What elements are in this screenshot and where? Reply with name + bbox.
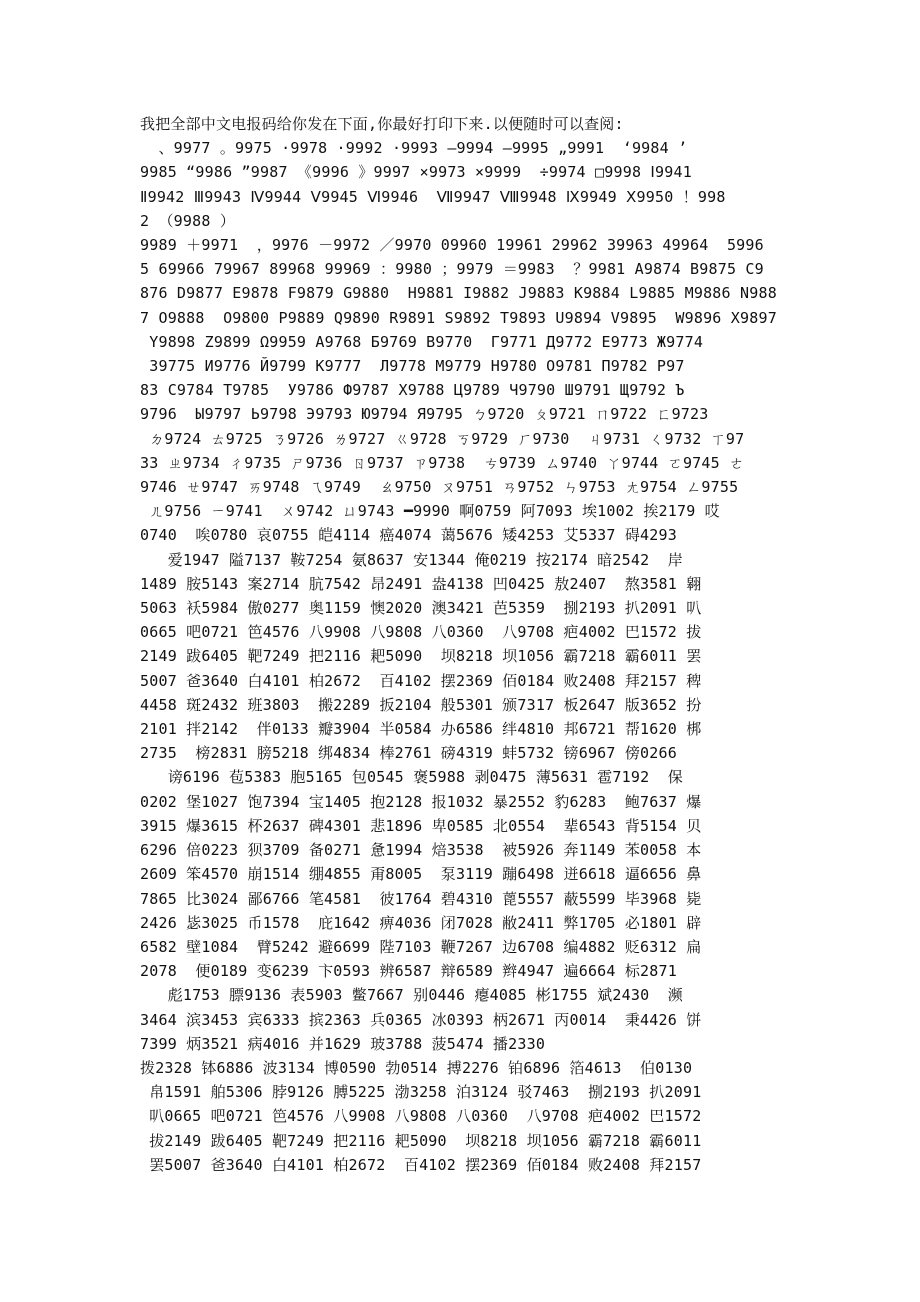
code-line: 2 （9988 ） bbox=[140, 211, 236, 230]
code-line: 876 D9877 E9878 F9879 G9880 H9881 I9882 J9883 K9884 L9885 M9886 N988 bbox=[140, 284, 777, 303]
code-line: Y9898 Z9899 Ω9959 А9768 Б9769 В9770 Г9771 Д9772 Е9773 Ж9774 bbox=[140, 332, 704, 351]
code-line: 6296 倍0223 狈3709 备0271 惫1994 焙3538 被5926 奔1149 苯0058 本 bbox=[140, 841, 702, 860]
code-line: 帛1591 舶5306 脖9126 膊5225 渤3258 泊3124 驳7463 捌2193 扒2091 bbox=[140, 1083, 702, 1102]
code-line: 9989 ＋9971 ，9976 －9972 ／9970 09960 19961 29962 39963 49964 5996 bbox=[140, 236, 764, 255]
code-line: 0202 堡1027 饱7394 宝1405 抱2128 报1032 暴2552 豹6283 鲍7637 爆 bbox=[140, 792, 702, 811]
code-line: 9796 Ы9797 Ь9798 Э9793 Ю9794 Я9795 ㄅ9720 ㄆ9721 ㄇ9722 ㄈ9723 bbox=[140, 405, 709, 424]
code-line: 2101 拌2142 伴0133 瓣3904 半0584 办6586 绊4810 邦6721 帮1620 梆 bbox=[140, 720, 702, 739]
code-line: 2735 榜2831 膀5218 绑4834 棒2761 磅4319 蚌5732 镑6967 傍0266 bbox=[140, 744, 677, 763]
telegraph-code-text bbox=[140, 112, 780, 1177]
code-line: 7399 炳3521 病4016 并1629 玻3788 菠5474 播2330 bbox=[140, 1034, 546, 1053]
code-line: 1489 胺5143 案2714 肮7542 昂2491 盎4138 凹0425 敖2407 熬3581 翱 bbox=[140, 574, 702, 593]
code-line: 7 O9888 O9800 P9889 Q9890 R9891 S9892 T9893 U9894 V9895 W9896 X9897 bbox=[140, 308, 777, 327]
code-line: 、9977 。9975 ·9978 ·9992 ·9993 —9994 —9995 „9991 ‘9984 ’ bbox=[140, 139, 688, 158]
code-line: 9746 ㄝ9747 ㄞ9748 ㄟ9749 ㄠ9750 ㄡ9751 ㄢ9752 ㄣ9753 ㄤ9754 ㄥ9755 bbox=[140, 478, 739, 497]
code-line: 33 ㄓ9734 ㄔ9735 ㄕ9736 ㄖ9737 ㄗ9738 ㄘ9739 ㄙ9740 ㄚ9744 ㄛ9745 ㄜ bbox=[140, 453, 745, 472]
code-line: 4458 斑2432 班3803 搬2289 扳2104 般5301 颁7317 板2647 版3652 扮 bbox=[140, 695, 702, 714]
code-line: 2078 便0189 变6239 卞0593 辨6587 辩6589 辫4947 遍6664 标2871 bbox=[140, 962, 677, 981]
code-line: 谤6196 苞5383 胞5165 包0545 褒5988 剥0475 薄5631 雹7192 保 bbox=[140, 768, 683, 787]
code-line: 0740 唉0780 哀0755 皑4114 癌4074 蔼5676 矮4253 艾5337 碍4293 bbox=[140, 526, 677, 545]
code-line: 爱1947 隘7137 鞍7254 氨8637 安1344 俺0219 按2174 暗2542 岸 bbox=[140, 550, 683, 569]
code-line: 3915 爆3615 杯2637 碑4301 悲1896 卑0585 北0554 辈6543 背5154 贝 bbox=[140, 816, 702, 835]
code-line: 彪1753 膘9136 表5903 鳖7667 别0446 瘪4085 彬1755 斌2430 濒 bbox=[140, 986, 683, 1005]
intro-line: 我把全部中文电报码给你发在下面,你最好打印下来.以便随时可以查阅: bbox=[140, 115, 624, 133]
code-line: 3464 滨3453 宾6333 摈2363 兵0365 冰0393 柄2671 丙0014 秉4426 饼 bbox=[140, 1010, 702, 1029]
code-line: 2426 毖3025 币1578 庇1642 痹4036 闭7028 敝2411 弊1705 必1801 辟 bbox=[140, 913, 702, 932]
code-line: 6582 壁1084 臂5242 避6699 陛7103 鞭7267 边6708 编4882 贬6312 扁 bbox=[140, 937, 702, 956]
code-line: Ⅱ9942 Ⅲ9943 Ⅳ9944 Ⅴ9945 Ⅵ9946 Ⅶ9947 Ⅷ9948 Ⅸ9949 Ⅹ9950 ！998 bbox=[140, 187, 726, 206]
code-line: З9775 И9776 Й9799 К9777 Л9778 М9779 Н9780 О9781 П9782 Р97 bbox=[140, 357, 685, 376]
code-line: 拔2149 跋6405 靶7249 把2116 耙5090 坝8218 坝1056 霸7218 霸6011 bbox=[140, 1131, 702, 1150]
code-line: 5 69966 79967 89968 99969 ：9980 ；9979 ＝9983 ？9981 A9874 B9875 C9 bbox=[140, 260, 764, 279]
code-line: 9985 “9986 ”9987 《9996 》9997 ×9973 ×9999 ÷9974 □9998 Ⅰ9941 bbox=[140, 163, 692, 182]
code-line: 罢5007 爸3640 白4101 柏2672 百4102 摆2369 佰0184 败2408 拜2157 bbox=[140, 1155, 702, 1174]
code-line: 5063 袄5984 傲0277 奥1159 懊2020 澳3421 芭5359 捌2193 扒2091 叭 bbox=[140, 599, 702, 618]
code-line: 2609 笨4570 崩1514 绷4855 甭8005 泵3119 蹦6498 迸6618 逼6656 鼻 bbox=[140, 865, 702, 884]
code-line: 2149 跋6405 靶7249 把2116 耙5090 坝8218 坝1056 霸7218 霸6011 罢 bbox=[140, 647, 702, 666]
code-line: 83 С9784 Т9785 У9786 Ф9787 Х9788 Ц9789 Ч9790 Ш9791 Щ9792 Ъ bbox=[140, 381, 685, 400]
code-line: 0665 吧0721 笆4576 八9908 八9808 八0360 八9708 疤4002 巴1572 拔 bbox=[140, 623, 702, 642]
code-line: ㄦ9756 ㄧ9741 ㄨ9742 ㄩ9743 ━9990 啊0759 阿7093 埃1002 挨2179 哎 bbox=[140, 502, 720, 521]
code-line: ㄉ9724 ㄊ9725 ㄋ9726 ㄌ9727 ㄍ9728 ㄎ9729 ㄏ9730 ㄐ9731 ㄑ9732 ㄒ97 bbox=[140, 429, 745, 448]
code-line: 叭0665 吧0721 笆4576 八9908 八9808 八0360 八9708 疤4002 巴1572 bbox=[140, 1107, 702, 1126]
code-line: 拨2328 钵6886 波3134 博0590 勃0514 搏2276 铂6896 箔4613 伯0130 bbox=[140, 1058, 693, 1077]
code-line: 7865 比3024 鄙6766 笔4581 彼1764 碧4310 蓖5557 蔽5599 毕3968 毙 bbox=[140, 889, 702, 908]
code-line: 5007 爸3640 白4101 柏2672 百4102 摆2369 佰0184 败2408 拜2157 稗 bbox=[140, 671, 702, 690]
